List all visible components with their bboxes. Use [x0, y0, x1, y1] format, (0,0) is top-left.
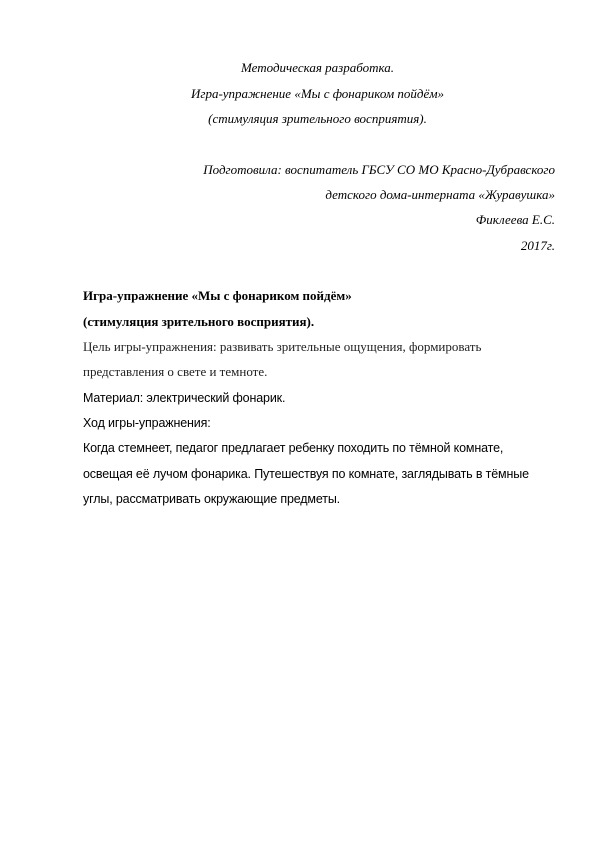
header-line-3: (стимуляция зрительного восприятия).	[208, 111, 427, 126]
goal-line-1: Цель игры-упражнения: развивать зрительные ощущения, формировать	[83, 339, 482, 354]
title-line-2: (стимуляция зрительного восприятия).	[83, 314, 315, 329]
material-line: Материал: электрический фонарик.	[83, 391, 286, 405]
author-name: Фиклеева Е.С.	[475, 212, 555, 227]
author-line-2: детского дома-интерната «Журавушка»	[325, 187, 555, 202]
course-heading: Ход игры-упражнения:	[83, 416, 211, 430]
text-line-3: углы, рассматривать окружающие предметы.	[83, 492, 340, 506]
header-line-2: Игра-упражнение «Мы с фонариком пойдём»	[190, 86, 445, 101]
text-line-1: Когда стемнеет, педагог предлагает ребенку походить по тёмной комнате,	[83, 441, 504, 455]
goal-line-2: представления о свете и темноте.	[83, 364, 268, 379]
text-line-2: освещая её лучом фонарика. Путешествуя по комнате, заглядывать в тёмные	[83, 467, 529, 481]
author-line-1: Подготовила: воспитатель ГБСУ СО МО Красно-Дубравского	[203, 162, 555, 177]
author-year: 2017г.	[520, 238, 555, 253]
header-line-1: Методическая разработка.	[241, 60, 394, 75]
title-line-1: Игра-упражнение «Мы с фонариком пойдём»	[83, 288, 352, 303]
